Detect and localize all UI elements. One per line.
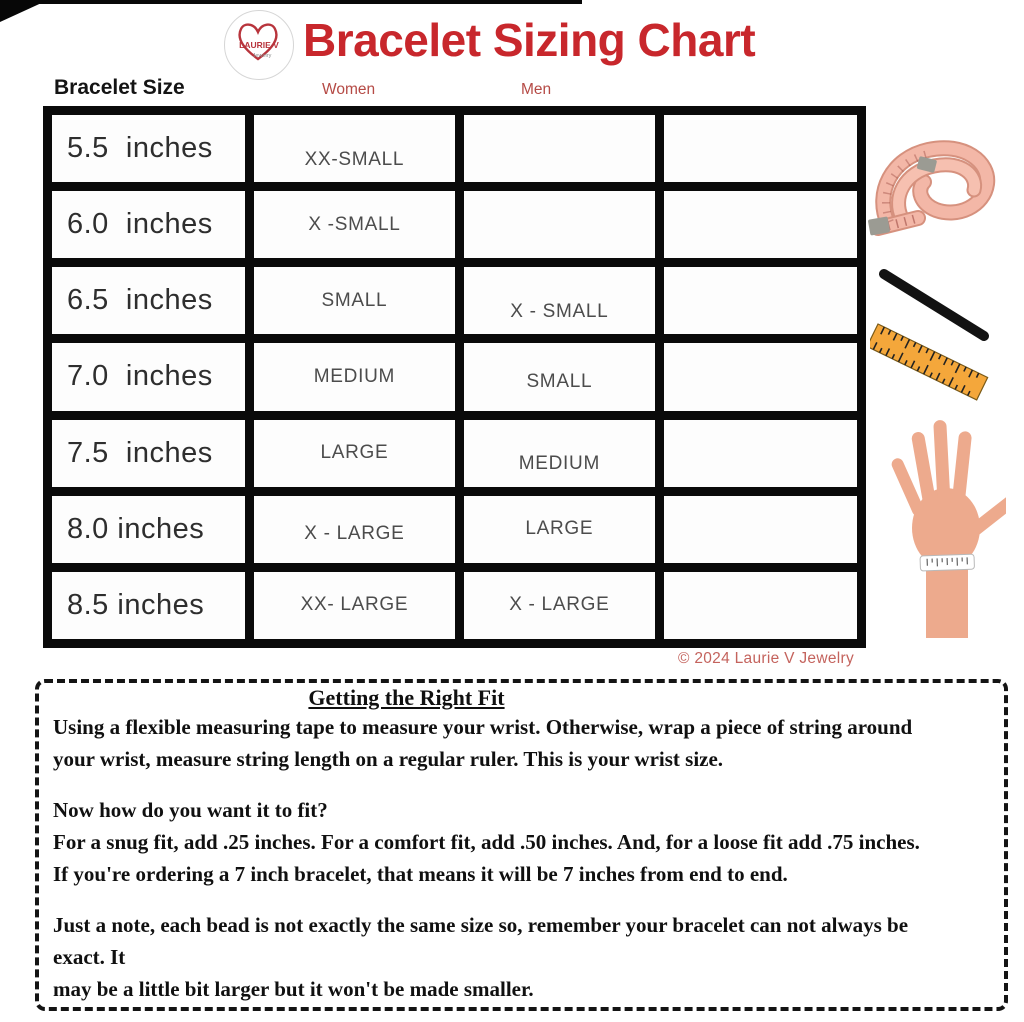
page-title: Bracelet Sizing Chart — [303, 14, 756, 66]
size-cell: 8.5 inches — [52, 572, 245, 639]
info-line: Now how do you want it to fit? — [53, 798, 328, 822]
info-line: For a snug fit, add .25 inches. For a comfort fit, add .50 inches. And, for a loose fit add .75 inches. — [53, 830, 920, 854]
paragraph-gap — [49, 890, 994, 909]
size-cell: 8.0 inches — [52, 496, 245, 563]
men-size-cell: X - SMALL — [464, 267, 655, 334]
size-cell: 7.0 inches — [52, 343, 245, 410]
men-size-cell — [464, 115, 655, 182]
column-header-women: Women — [322, 81, 376, 98]
men-size-cell: MEDIUM — [464, 420, 655, 487]
women-size-cell: XX-SMALL — [254, 115, 455, 182]
sizing-table — [43, 106, 866, 648]
empty-cell — [664, 115, 857, 182]
column-header-bracelet-size: Bracelet Size — [54, 76, 185, 99]
svg-text:Jewelry: Jewelry — [252, 53, 272, 59]
copyright-notice: © 2024 Laurie V Jewelry — [678, 650, 854, 667]
heart-logo-icon — [231, 17, 287, 73]
women-size-cell: X -SMALL — [254, 191, 455, 258]
men-size-cell: LARGE — [464, 496, 655, 563]
info-line: may be a little bit larger but it won't be made smaller. — [53, 977, 534, 1001]
women-size-cell: X - LARGE — [254, 496, 455, 563]
empty-cell — [664, 191, 857, 258]
size-cell: 6.0 inches — [52, 191, 245, 258]
svg-text:LAURIE V: LAURIE V — [239, 40, 279, 50]
ruler-icon — [870, 316, 1010, 413]
women-size-cell: SMALL — [254, 267, 455, 334]
info-box-title: Getting the Right Fit — [308, 685, 505, 710]
hand-with-bracelet-icon — [882, 410, 1006, 643]
empty-cell — [664, 267, 857, 334]
info-line: your wrist, measure string length on a regular ruler. This is your wrist size. — [53, 747, 724, 771]
photo-edge-line — [0, 0, 582, 4]
measuring-tape-icon — [866, 122, 1002, 267]
women-size-cell: MEDIUM — [254, 343, 455, 410]
getting-the-right-fit-box — [35, 679, 1008, 1011]
women-size-cell: LARGE — [254, 420, 455, 487]
empty-cell — [664, 420, 857, 487]
info-line: Just a note, each bead is not exactly the same size so, remember your bracelet can not always be — [53, 913, 909, 937]
size-cell: 7.5 inches — [52, 420, 245, 487]
info-line: If you're ordering a 7 inch bracelet, that means it will be 7 inches from end to end. — [53, 862, 788, 886]
size-cell: 5.5 inches — [52, 115, 245, 182]
empty-cell — [664, 572, 857, 639]
laurie-v-logo — [224, 10, 294, 80]
men-size-cell — [464, 191, 655, 258]
column-header-men: Men — [521, 81, 552, 98]
info-line: exact. It — [53, 945, 126, 969]
size-cell: 6.5 inches — [52, 267, 245, 334]
women-size-cell: XX- LARGE — [254, 572, 455, 639]
men-size-cell: X - LARGE — [464, 572, 655, 639]
men-size-cell: SMALL — [464, 343, 655, 410]
empty-cell — [664, 496, 857, 563]
paragraph-gap — [49, 775, 994, 794]
empty-cell — [664, 343, 857, 410]
info-line: Using a flexible measuring tape to measure your wrist. Otherwise, wrap a piece of string around — [53, 715, 913, 739]
photo-edge-corner — [0, 0, 48, 22]
